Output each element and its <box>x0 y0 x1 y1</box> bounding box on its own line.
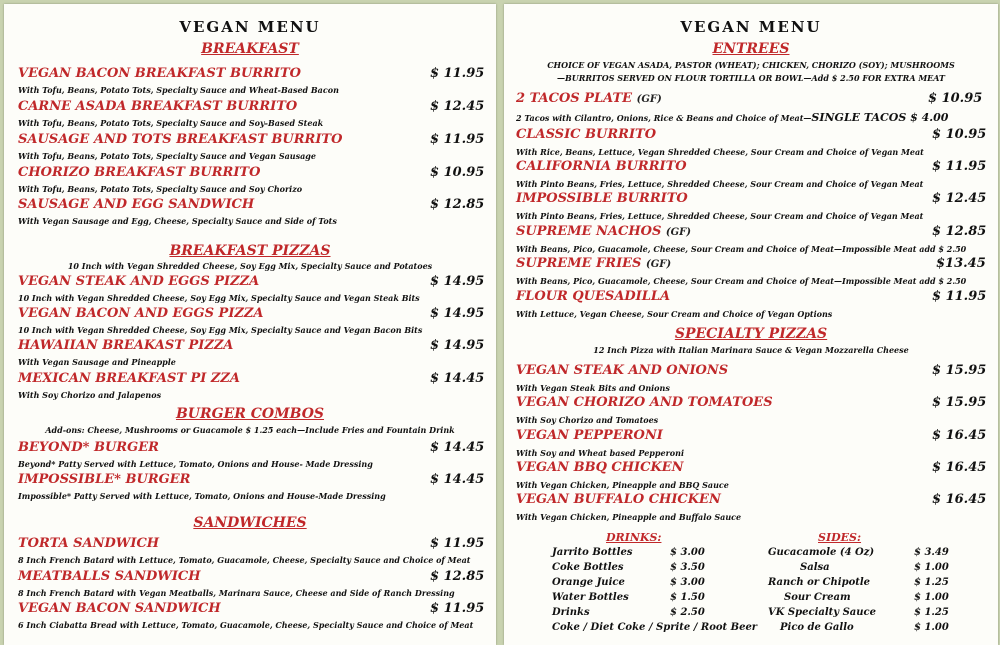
item-name: HAWAIIAN BREAKAST PIZZA <box>18 338 234 353</box>
drink-price: $ 3.00 <box>670 577 705 588</box>
drink-price: $ 1.50 <box>670 592 705 603</box>
item-name: VEGAN BUFFALO CHICKEN <box>516 492 721 507</box>
item-name: MEATBALLS SANDWICH <box>18 569 201 584</box>
side-name: Salsa <box>800 562 830 573</box>
item-description: With Vegan Chicken, Pineapple and BBQ Sauce <box>516 480 729 490</box>
item-description: With Tofu, Beans, Potato Tots, Specialty Sauce and Wheat-Based Bacon <box>18 85 339 95</box>
item-description: With Vegan Chicken, Pineapple and Buffalo Sauce <box>516 512 742 522</box>
item-name: SUPREME FRIES (GF) <box>516 256 672 271</box>
item-name: CLASSIC BURRITO <box>516 127 657 142</box>
drink-price: $ 3.50 <box>670 562 705 573</box>
section-heading-entrees: ENTREES <box>712 41 790 57</box>
section-note: —BURRITOS SERVED ON FLOUR TORTILLA OR BOWL—Add $ 2.50 FOR EXTRA MEAT <box>557 73 945 83</box>
item-price: $ 11.95 <box>932 159 987 174</box>
sides-heading: SIDES: <box>818 531 862 544</box>
item-description: With Rice, Beans, Lettuce, Vegan Shredded Cheese, Sour Cream and Choice of Vegan Meat <box>516 147 924 157</box>
item-name: VEGAN PEPPERONI <box>516 428 663 443</box>
drinks-heading: DRINKS: <box>606 531 662 544</box>
item-name: BEYOND* BURGER <box>18 440 159 455</box>
item-price: $ 11.95 <box>430 536 485 551</box>
item-description: Impossible* Patty Served with Lettuce, Tomato, Onions and House-Made Dressing <box>18 491 386 501</box>
drink-price: $ 3.00 <box>670 547 705 558</box>
item-price: $ 16.45 <box>932 492 987 507</box>
side-name: Gucacamole (4 Oz) <box>768 547 875 558</box>
item-name: VEGAN BBQ CHICKEN <box>516 460 684 475</box>
item-price: $ 10.95 <box>932 127 987 142</box>
item-description: Beyond* Patty Served with Lettuce, Tomato, Onions and House- Made Dressing <box>18 459 373 469</box>
item-description: With Beans, Pico, Guacamole, Cheese, Sour Cream and Choice of Meat—Impossible Meat add $ 2.50 <box>516 244 967 254</box>
side-price: $ 1.00 <box>914 622 949 633</box>
item-price: $ 12.85 <box>932 224 987 239</box>
item-name: IMPOSSIBLE* BURGER <box>18 472 191 487</box>
item-name: 2 TACOS PLATE (GF) <box>516 91 662 106</box>
side-name: Sour Cream <box>784 592 851 603</box>
gluten-free-tag: (GF) <box>645 259 672 270</box>
section-note: CHOICE OF VEGAN ASADA, PASTOR (WHEAT); CHICKEN, CHORIZO (SOY); MUSHROOMS <box>547 60 955 70</box>
item-price: $ 15.95 <box>932 395 987 410</box>
item-description: With Pinto Beans, Fries, Lettuce, Shredded Cheese, Sour Cream and Choice of Vegan Meat <box>516 211 924 221</box>
side-name: Ranch or Chipotle <box>768 577 871 588</box>
item-name: SAUSAGE AND EGG SANDWICH <box>18 197 255 212</box>
item-price: $ 11.95 <box>430 601 485 616</box>
section-note: 10 Inch with Vegan Shredded Cheese, Soy Egg Mix, Specialty Sauce and Potatoes <box>67 261 433 271</box>
item-description: With Vegan Sausage and Egg, Cheese, Specialty Sauce and Side of Tots <box>18 216 337 226</box>
section-heading-breakfast: BREAKFAST <box>201 41 299 57</box>
single-tacos-note: SINGLE TACOS $ 4.00 <box>811 111 949 124</box>
item-description: With Tofu, Beans, Potato Tots, Specialty Sauce and Soy Chorizo <box>18 184 303 194</box>
item-description: With Lettuce, Vegan Cheese, Sour Cream and Choice of Vegan Options <box>516 309 833 319</box>
item-price: $ 14.95 <box>430 306 485 321</box>
drink-name: Water Bottles <box>552 592 629 603</box>
item-name: SAUSAGE AND TOTS BREAKFAST BURRITO <box>18 132 343 147</box>
item-description: With Pinto Beans, Fries, Lettuce, Shredded Cheese, Sour Cream and Choice of Vegan Meat <box>516 179 924 189</box>
menu-page-right <box>504 4 998 645</box>
drinks-footer: Coke / Diet Coke / Sprite / Root Beer <box>552 622 758 633</box>
side-price: $ 1.00 <box>914 592 949 603</box>
item-description: 8 Inch French Batard with Lettuce, Tomato, Guacamole, Cheese, Specialty Sauce and Choice of Meat <box>18 555 471 565</box>
side-price: $ 1.25 <box>914 607 949 618</box>
item-name: VEGAN CHORIZO AND TOMATOES <box>516 395 773 410</box>
item-name: IMPOSSIBLE BURRITO <box>516 191 688 206</box>
item-description: With Tofu, Beans, Potato Tots, Specialty Sauce and Soy-Based Steak <box>18 118 324 128</box>
item-description: With Soy Chorizo and Jalapenos <box>18 390 162 400</box>
side-name: VK Specialty Sauce <box>768 607 877 618</box>
item-description: 8 Inch French Batard with Vegan Meatballs, Marinara Sauce, Cheese and Side of Ranch Dressing <box>18 588 455 598</box>
drink-name: Orange Juice <box>552 577 625 588</box>
item-name: FLOUR QUESADILLA <box>516 289 671 304</box>
item-price: $ 16.45 <box>932 428 987 443</box>
side-price: $ 1.00 <box>914 562 949 573</box>
item-price: $ 10.95 <box>928 91 983 106</box>
item-description: With Beans, Pico, Guacamole, Cheese, Sour Cream and Choice of Meat—Impossible Meat add $ 2.50 <box>516 276 967 286</box>
item-description: With Vegan Sausage and Pineapple <box>18 357 176 367</box>
section-note: Add-ons: Cheese, Mushrooms or Guacamole $ 1.25 each—Include Fries and Fountain Drink <box>45 425 455 435</box>
item-name: CARNE ASADA BREAKFAST BURRITO <box>18 99 298 114</box>
item-name: CALIFORNIA BURRITO <box>516 159 687 174</box>
menu-title: VEGAN MENU <box>179 18 321 36</box>
item-name: CHORIZO BREAKFAST BURRITO <box>18 165 261 180</box>
item-price: $ 15.95 <box>932 363 987 378</box>
item-name: VEGAN BACON SANDWICH <box>18 601 221 616</box>
item-price: $ 14.95 <box>430 338 485 353</box>
item-description: 2 Tacos with Cilantro, Onions, Rice & Beans and Choice of Meat—SINGLE TACOS $ 4.00 <box>516 111 949 124</box>
item-name: VEGAN STEAK AND EGGS PIZZA <box>18 274 260 289</box>
item-description: With Soy and Wheat based Pepperoni <box>516 448 684 458</box>
drink-price: $ 2.50 <box>670 607 705 618</box>
drink-name: Drinks <box>552 607 590 618</box>
side-name: Pico de Gallo <box>780 622 854 633</box>
item-description: With Vegan Steak Bits and Onions <box>516 383 670 393</box>
item-price: $ 16.45 <box>932 460 987 475</box>
drink-name: Coke Bottles <box>552 562 624 573</box>
item-price: $ 12.85 <box>430 197 485 212</box>
item-name: VEGAN BACON AND EGGS PIZZA <box>18 306 264 321</box>
section-heading-burger-combos: BURGER COMBOS <box>175 406 325 422</box>
section-heading-breakfast-pizzas: BREAKFAST PIZZAS <box>169 243 331 259</box>
gluten-free-tag: (GF) <box>636 94 662 105</box>
item-name: MEXICAN BREAKFAST PI ZZA <box>18 371 240 386</box>
item-price: $ 12.45 <box>430 99 485 114</box>
section-note: 12 Inch Pizza with Italian Marinara Sauce & Vegan Mozzarella Cheese <box>593 345 909 355</box>
gluten-free-tag: (GF) <box>665 227 691 238</box>
item-price: $ 10.95 <box>430 165 485 180</box>
item-name: VEGAN BACON BREAKFAST BURRITO <box>18 66 301 81</box>
drink-name: Jarrito Bottles <box>552 547 633 558</box>
item-price: $ 14.45 <box>430 472 485 487</box>
side-price: $ 3.49 <box>914 547 949 558</box>
section-heading-specialty-pizzas: SPECIALTY PIZZAS <box>674 326 828 342</box>
item-price: $ 14.45 <box>430 440 485 455</box>
side-price: $ 1.25 <box>914 577 949 588</box>
item-name: SUPREME NACHOS (GF) <box>516 224 691 239</box>
item-description: 10 Inch with Vegan Shredded Cheese, Soy Egg Mix, Specialty Sauce and Vegan Steak Bits <box>18 293 420 303</box>
item-price: $13.45 <box>936 256 986 271</box>
item-name: TORTA SANDWICH <box>18 536 160 551</box>
item-price: $ 11.95 <box>430 132 485 147</box>
item-price: $ 12.45 <box>932 191 987 206</box>
item-description: 6 Inch Ciabatta Bread with Lettuce, Tomato, Guacamole, Cheese, Specialty Sauce and Choice of Meat <box>18 620 474 630</box>
menu-page-left <box>4 4 496 645</box>
item-description: With Tofu, Beans, Potato Tots, Specialty Sauce and Vegan Sausage <box>18 151 316 161</box>
menu-title: VEGAN MENU <box>680 18 822 36</box>
item-price: $ 11.95 <box>430 66 485 81</box>
item-description: 10 Inch with Vegan Shredded Cheese, Soy Egg Mix, Specialty Sauce and Vegan Bacon Bits <box>18 325 423 335</box>
item-price: $ 14.45 <box>430 371 485 386</box>
section-heading-sandwiches: SANDWICHES <box>193 515 307 531</box>
item-price: $ 11.95 <box>932 289 987 304</box>
item-description: With Soy Chorizo and Tomatoes <box>516 415 659 425</box>
item-price: $ 14.95 <box>430 274 485 289</box>
item-price: $ 12.85 <box>430 569 485 584</box>
item-name: VEGAN STEAK AND ONIONS <box>516 363 729 378</box>
